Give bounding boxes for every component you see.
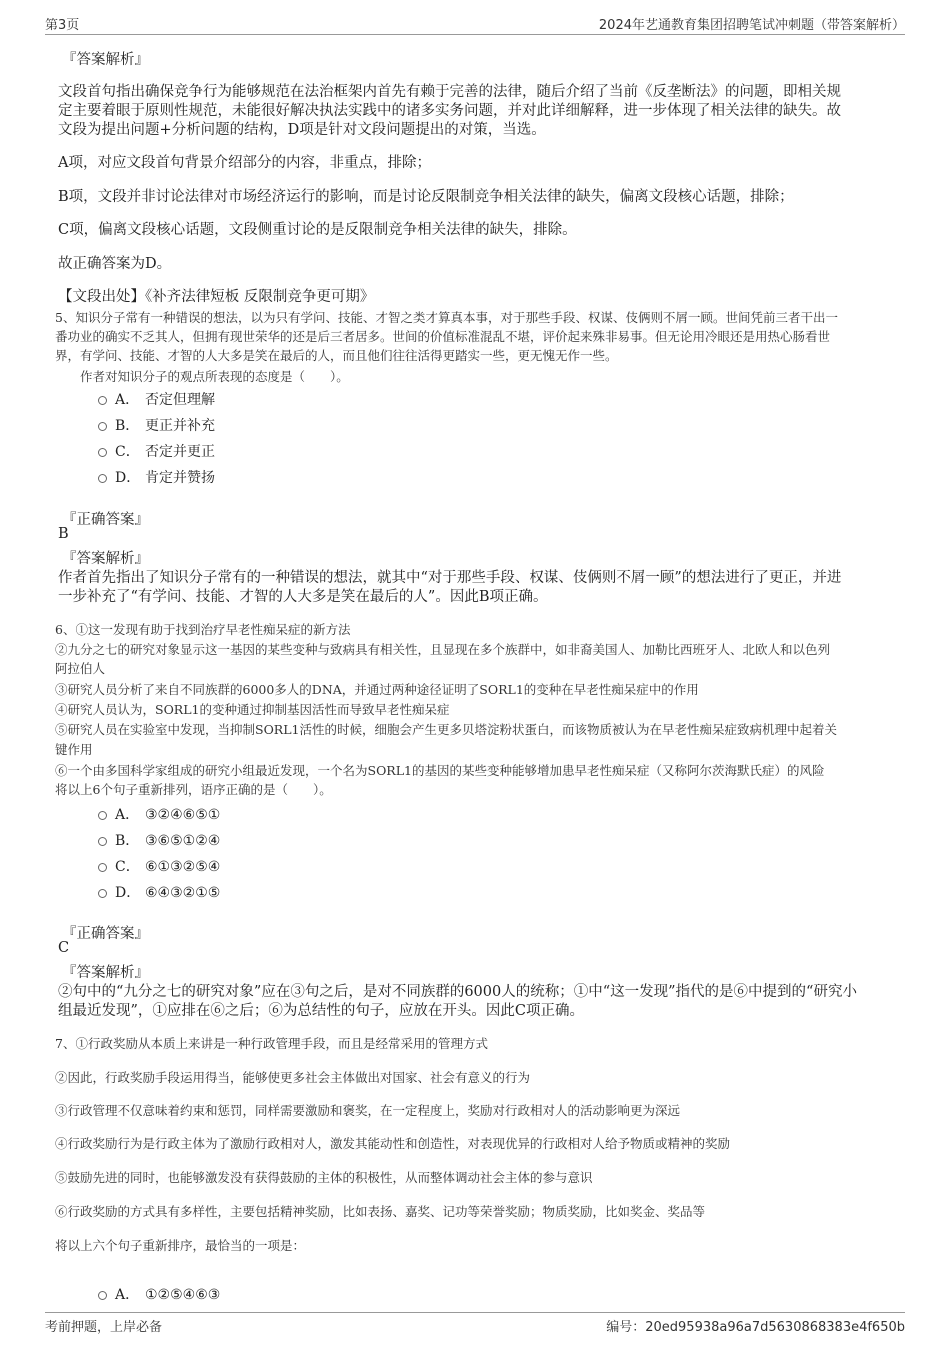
q5-analysis-heading: 『答案解析』: [62, 551, 149, 567]
q4-analysis-heading: 『答案解析』: [62, 52, 149, 68]
q6-option-b[interactable]: B． ③⑥⑤①②④: [98, 830, 220, 850]
q5-stem-line: 5、知识分子常有一种错误的想法，以为只有学问、技能、才智之类才算真本事，对于那些手段、权谋、伎俩则不屑一顾。世间凭前三者干出一: [55, 310, 838, 325]
q5-answer: B: [58, 526, 69, 542]
q6-sentence: ④研究人员认为，SORL1的变种通过抑制基因活性而导致早老性痴呆症: [55, 702, 450, 717]
q4-analysis-line: 文段首句指出确保竞争行为能够规范在法治框架内首先有赖于完善的法律，随后介绍了当前《反垄断法》的问题，即相关规: [58, 84, 841, 100]
q4-analysis-line: 文段为提出问题+分析问题的结构，D项是针对文段问题提出的对策，当选。: [58, 122, 546, 138]
q5-analysis-line: 作者首先指出了知识分子常有的一种错误的想法，就其中“对于那些手段、权谋、伎俩则不屑一顾”的想法进行了更正，并进: [58, 570, 842, 586]
q6-analysis-heading: 『答案解析』: [62, 965, 149, 981]
q5-question: 作者对知识分子的观点所表现的态度是（ ）。: [80, 369, 349, 384]
q5-stem-line: 番功业的确实不乏其人，但拥有现世荣华的还是后三者居多。世间的价值标准混乱不堪，评价起来殊非易事。但无论用冷眼还是用热心肠看世: [55, 329, 831, 344]
q6-sentence: ②九分之七的研究对象显示这一基因的某些变种与致病具有相关性，且显现在多个族群中，如非裔美国人、加勒比西班牙人、北欧人和以色列: [55, 642, 831, 657]
q6-option-c[interactable]: C． ⑥①③②⑤④: [98, 856, 220, 876]
radio-icon[interactable]: [98, 422, 107, 431]
page-footer: [45, 1312, 905, 1335]
radio-icon[interactable]: [98, 837, 107, 846]
q7-option-a[interactable]: A． ①②⑤④⑥③: [98, 1284, 220, 1304]
page-header: [45, 12, 905, 35]
radio-icon[interactable]: [98, 1291, 107, 1300]
q5-stem-line: 界，有学问、技能、才智的人大多是笑在最后的人，而且他们往往活得更踏实一些，更无愧无作一些。: [55, 348, 618, 363]
q6-sentence: ⑥一个由多国科学家组成的研究小组最近发现，一个名为SORL1的基因的某些变种能够增加患早老性痴呆症（又称阿尔茨海默氏症）的风险: [55, 763, 825, 778]
radio-icon[interactable]: [98, 448, 107, 457]
document-title: 2024年艺通教育集团招聘笔试冲刺题（带答案解析）: [598, 18, 905, 33]
radio-icon[interactable]: [98, 474, 107, 483]
q6-answer: C: [58, 940, 70, 956]
q7-sentence: ②因此，行政奖励手段运用得当，能够使更多社会主体做出对国家、社会有意义的行为: [55, 1070, 531, 1085]
q6-sentence: 键作用: [55, 742, 93, 757]
radio-icon[interactable]: [98, 811, 107, 820]
q6-sentence: 6、①这一发现有助于找到治疗早老性痴呆症的新方法: [55, 622, 351, 637]
q4-option-b-analysis: B项，文段并非讨论法律对市场经济运行的影响，而是讨论反限制竞争相关法律的缺失，偏离文段核心话题，排除；: [58, 189, 794, 205]
footer-slogan: 考前押题，上岸必备: [45, 1320, 163, 1335]
q4-option-a-analysis: A项，对应文段首句背景介绍部分的内容，非重点，排除；: [58, 155, 431, 171]
q7-sentence: ⑤鼓励先进的同时，也能够激发没有获得鼓励的主体的积极性，从而整体调动社会主体的参与意识: [55, 1170, 593, 1185]
q4-option-c-analysis: C项，偏离文段核心话题，文段侧重讨论的是反限制竞争相关法律的缺失，排除。: [58, 222, 577, 238]
q4-analysis-line: 定主要着眼于原则性规范，未能很好解决执法实践中的诸多实务问题，并对此详细解释，进一步体现了相关法律的缺失。故: [58, 103, 841, 119]
page-number: 第3页: [45, 18, 80, 33]
radio-icon[interactable]: [98, 889, 107, 898]
q6-analysis-line: ②句中的“九分之七的研究对象”应在③句之后，是对不同族群的6000人的统称；①中“这一发现”指代的是⑥中提到的“研究小: [58, 984, 857, 1000]
q6-option-d[interactable]: D． ⑥④③②①⑤: [98, 882, 220, 902]
q6-question: 将以上6个句子重新排列，语序正确的是（ ）。: [55, 782, 332, 797]
q7-sentence: ④行政奖励行为是行政主体为了激励行政相对人，激发其能动性和创造性，对表现优异的行政相对人给予物质或精神的奖励: [55, 1136, 731, 1151]
q5-option-d[interactable]: D． 肯定并赞扬: [98, 467, 215, 487]
q6-sentence: ③研究人员分析了来自不同族群的6000多人的DNA，并通过两种途径证明了SORL1的变种在早老性痴呆症中的作用: [55, 682, 699, 697]
q6-sentence: ⑤研究人员在实验室中发现，当抑制SORL1活性的时候，细胞会产生更多贝塔淀粉状蛋白，而该物质被认为在早老性痴呆症致病机理中起着关: [55, 722, 837, 737]
q6-option-a[interactable]: A． ③②④⑥⑤①: [98, 804, 220, 824]
q7-sentence: ⑥行政奖励的方式具有多样性，主要包括精神奖励，比如表扬、嘉奖、记功等荣誉奖励；物质奖励，比如奖金、奖品等: [55, 1204, 706, 1219]
q5-answer-heading: 『正确答案』: [62, 512, 149, 528]
q4-conclusion: 故正确答案为D。: [58, 256, 172, 272]
q5-analysis-line: 一步补充了“有学问、技能、才智的人大多是笑在最后的人”。因此B项正确。: [58, 589, 548, 605]
radio-icon[interactable]: [98, 863, 107, 872]
radio-icon[interactable]: [98, 396, 107, 405]
q7-sentence: 7、①行政奖励从本质上来讲是一种行政管理手段，而且是经常采用的管理方式: [55, 1036, 488, 1051]
q4-source: 【文段出处】《补齐法律短板 反限制竞争更可期》: [58, 289, 375, 305]
q6-answer-heading: 『正确答案』: [62, 926, 149, 942]
document-id: 编号：20ed95938a96a7d5630868383e4f650b: [606, 1320, 905, 1335]
q7-question: 将以上六个句子重新排序，最恰当的一项是：: [55, 1238, 306, 1253]
q6-sentence: 阿拉伯人: [55, 661, 106, 676]
q5-option-a[interactable]: A． 否定但理解: [98, 389, 215, 409]
q5-option-b[interactable]: B． 更正并补充: [98, 415, 215, 435]
q7-sentence: ③行政管理不仅意味着约束和惩罚，同样需要激励和褒奖，在一定程度上，奖励对行政相对人的活动影响更为深远: [55, 1103, 681, 1118]
q6-analysis-line: 组最近发现”，①应排在⑥之后；⑥为总结性的句子，应放在开头。因此C项正确。: [58, 1003, 585, 1019]
q5-option-c[interactable]: C． 否定并更正: [98, 441, 215, 461]
